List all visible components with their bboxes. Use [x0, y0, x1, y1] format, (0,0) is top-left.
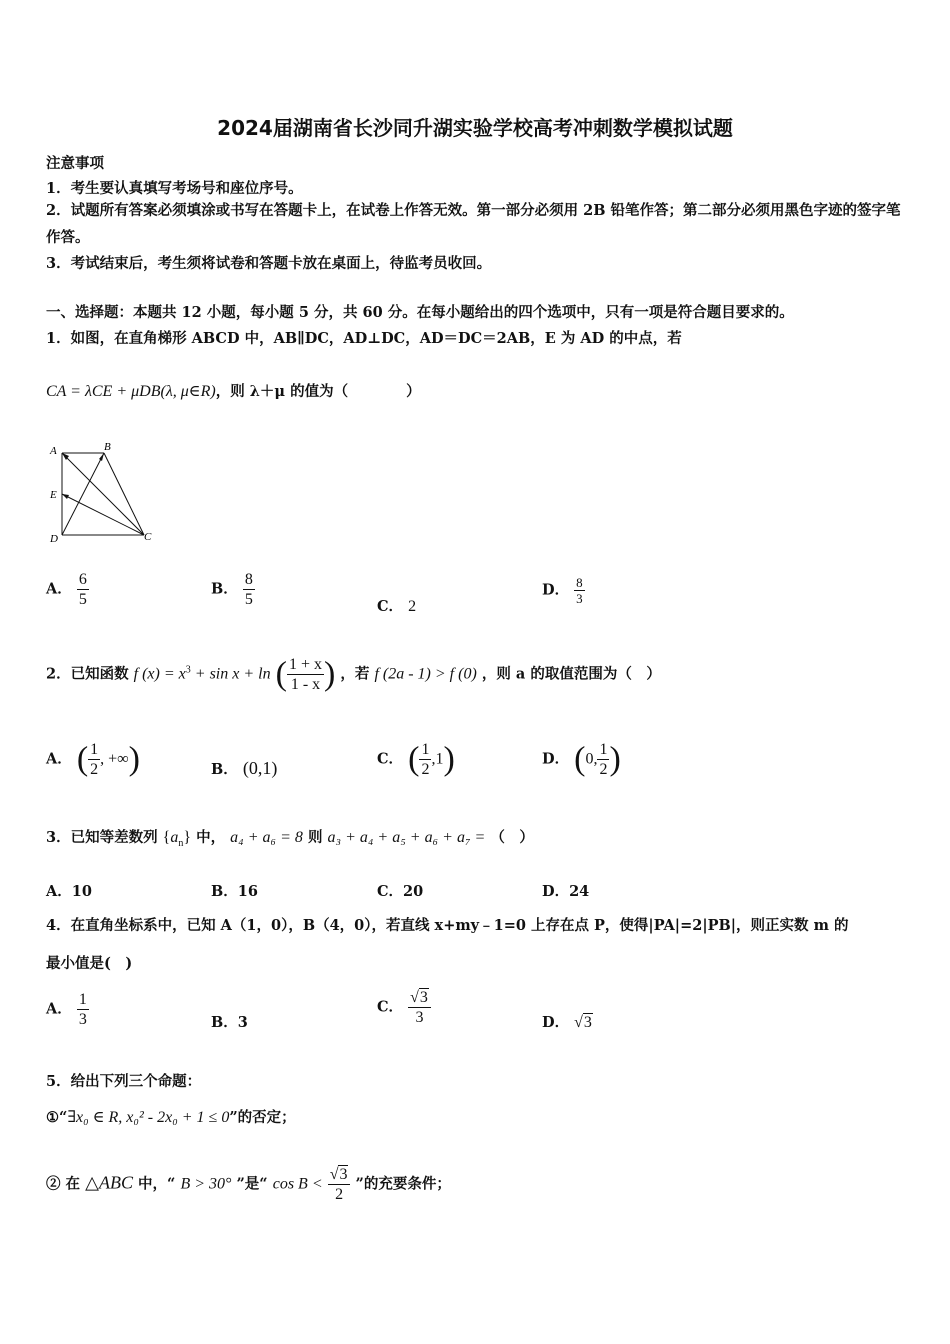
- q5-stem: 5．给出下列三个命题：: [46, 1073, 202, 1090]
- q1-stem: 1．如图，在直角梯形 ABCD 中，AB∥DC，AD⊥DC，AD＝DC＝2AB，E 为 AD 的中点，若: [46, 330, 682, 347]
- notice-item-2: 2．试题所有答案必须填涂或书写在答题卡上，在试卷上作答无效。第一部分必须用 2B 铅笔作答；第二部分必须用黑色字迹的签字笔作答。: [46, 202, 901, 246]
- figure-label-b: B: [104, 441, 111, 453]
- notice-item-1: 1．考生要认真填写考场号和座位序号。: [46, 180, 303, 197]
- q4-stem-line1: 4．在直角坐标系中，已知 A（1，0），B（4，0），若直线 x+my﹣1=0 上存在点 P，使得|PA|=2|PB|，则正实数 m 的: [46, 917, 849, 934]
- q2-option-c[interactable]: C． ( $\frac{1}{2}$ ,1): [377, 740, 455, 778]
- q5-proposition-2: ② 在 △ABC 中，“ B > 30° ”是“ cos B < $\frac{√3}{2}$ ”的充要条件；: [46, 1166, 451, 1203]
- q1-option-d[interactable]: D． $\frac{8}{3}$: [542, 575, 583, 606]
- figure-label-d: D: [50, 533, 58, 545]
- q3-option-d[interactable]: D．24: [542, 883, 590, 900]
- figure-label-a: A: [50, 445, 57, 457]
- q4-option-a[interactable]: A． $\frac{1}{3}$: [46, 991, 87, 1028]
- q4-option-c[interactable]: C． $\frac{√3}{3}$: [377, 988, 431, 1027]
- q1-formula-line: [46, 380, 421, 401]
- q3-option-c[interactable]: C．20: [377, 883, 424, 900]
- figure-label-c: C: [144, 531, 152, 543]
- q3-stem: 3．已知等差数列 $\{a_n\}$ 中， a₄ + a₆ = 8 则 a₃ + a₄ + a₅ + a₆ + a₇ = （ ）: [46, 829, 534, 849]
- q1-option-a[interactable]: A． $\frac{6}{5}$: [46, 571, 87, 608]
- q4-option-b[interactable]: B．3: [211, 1014, 248, 1031]
- q2-stem: 2．已知函数 f $(x) = x^3 + \sin x + \ln$ ( $\frac{1 + x}{1 - x}$ ) ，若 f (2a - 1) > f (0) ，则 a 的取值范围为（ ）: [46, 655, 661, 693]
- q2-option-a[interactable]: A． ( $\frac{1}{2}$ , +∞): [46, 740, 140, 778]
- q2-option-d[interactable]: D． (0, $\frac{1}{2}$ ): [542, 740, 621, 778]
- notice-heading: 注意事项: [46, 155, 104, 172]
- q1-option-b[interactable]: B． $\frac{8}{5}$: [211, 571, 253, 608]
- trapezoid-figure: [44, 440, 164, 550]
- q5-proposition-1: ①“∃x₀ ∈ R, x₀² - 2x₀ + 1 ≤ 0”的否定；: [46, 1109, 296, 1126]
- q3-option-b[interactable]: B．16: [211, 883, 258, 900]
- q1-option-c[interactable]: C． 2: [377, 598, 417, 615]
- section-heading: 一、选择题：本题共 12 小题，每小题 5 分，共 60 分。在每小题给出的四个选项中，只有一项是符合题目要求的。: [46, 304, 794, 321]
- q4-option-d[interactable]: D． √3: [542, 1014, 592, 1031]
- q3-option-a[interactable]: A．10: [46, 883, 92, 900]
- page-title: 2024届湖南省长沙同升湖实验学校高考冲刺数学模拟试题: [217, 116, 733, 140]
- q1-formula: CA = λCE + μDB(λ, μ∈R): [46, 383, 216, 400]
- q4-stem-line2: 最小值是( ): [46, 955, 133, 972]
- figure-label-e: E: [50, 489, 57, 501]
- q2-option-b[interactable]: B． (0,1): [211, 758, 278, 778]
- q1-tail: ，则 λ＋μ 的值为（ ）: [215, 383, 421, 400]
- notice-item-3: 3．考试结束后，考生须将试卷和答题卡放在桌面上，待监考员收回。: [46, 255, 492, 272]
